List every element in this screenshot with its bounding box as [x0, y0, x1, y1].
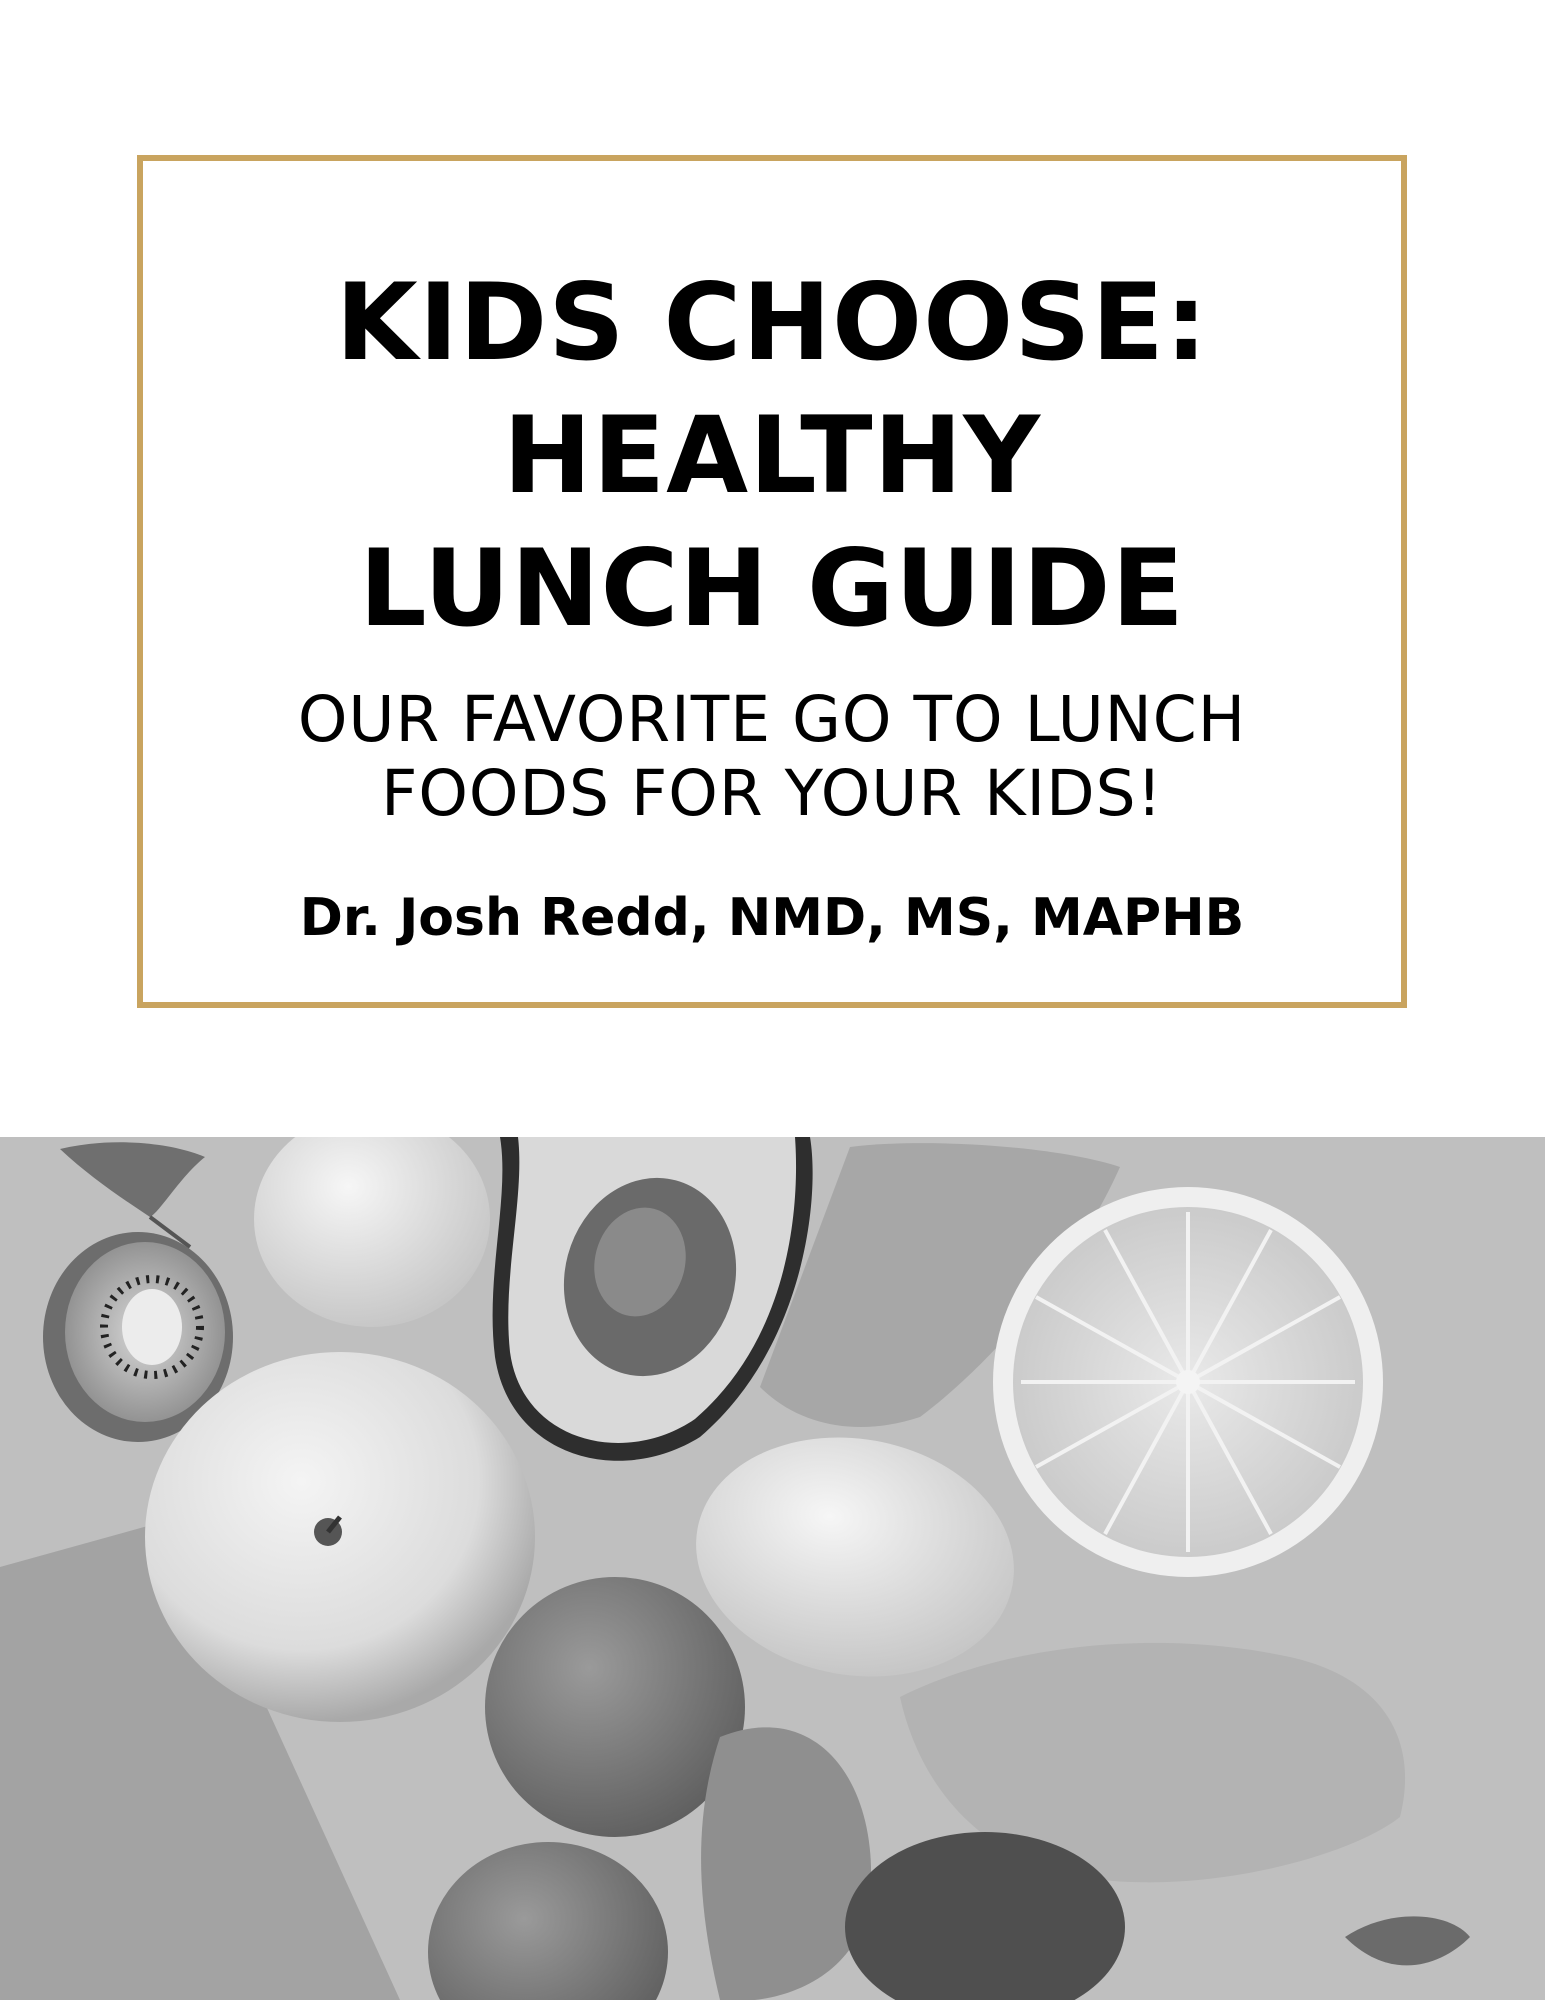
title-line-1: KIDS CHOOSE:	[335, 261, 1209, 384]
fruit-illustration	[0, 1137, 1545, 2000]
subtitle-line-2: FOODS FOR YOUR KIDS!	[381, 757, 1163, 830]
subtitle-line-1: OUR FAVORITE GO TO LUNCH	[297, 683, 1247, 756]
title-line-3: LUNCH GUIDE	[359, 527, 1185, 650]
cover-subtitle	[143, 683, 1401, 831]
orange-half	[993, 1187, 1383, 1577]
cover-title	[143, 256, 1401, 655]
fruit-photo	[0, 1137, 1545, 2000]
title-line-2: HEALTHY	[503, 394, 1041, 517]
author-credit: Dr. Josh Redd, NMD, MS, MAPHB	[299, 888, 1245, 948]
title-frame	[137, 155, 1407, 1008]
apple	[145, 1352, 535, 1722]
